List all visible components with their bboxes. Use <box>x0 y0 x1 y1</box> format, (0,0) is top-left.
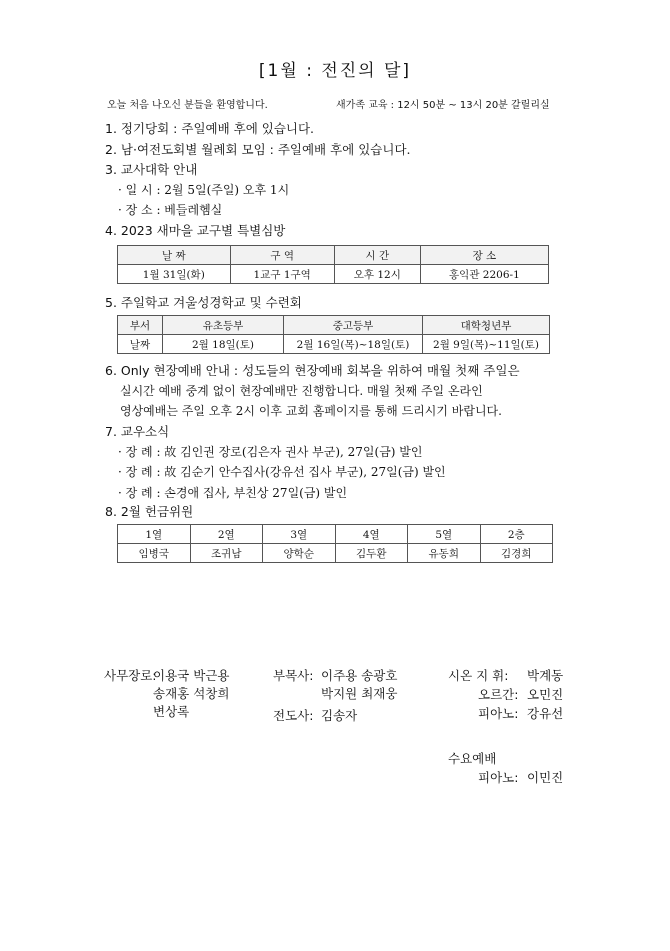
only-line: 영상예배는 주일 오후 2시 이후 교회 홈페이지를 통해 드리시기 바랍니다. <box>120 404 502 418</box>
organ-name: 오민진 <box>527 687 564 702</box>
only-line: 실시간 예배 중계 없이 현장예배만 진행합니다. 매월 첫째 주일 온라인 <box>120 384 483 398</box>
table-cell: 1교구 1구역 <box>230 265 334 284</box>
item-4: 4. 2023 새마을 교구별 특별심방 <box>105 223 286 238</box>
item-8: 8. 2월 헌금위원 <box>105 504 194 519</box>
table-cell: 김경희 <box>480 544 553 563</box>
visit-table <box>117 245 549 284</box>
table-cell: 2월 18일(토) <box>163 335 284 354</box>
table-cell: 날짜 <box>118 335 163 354</box>
piano-name: 강유선 <box>527 706 564 721</box>
table-cell: 조귀남 <box>190 544 263 563</box>
table-cell: 오후 12시 <box>334 265 420 284</box>
table-header: 3열 <box>263 525 336 544</box>
table-cell: 임병국 <box>118 544 191 563</box>
table-cell: 2월 16일(목)~18일(토) <box>284 335 423 354</box>
family-education-text: 새가족 교육 : 12시 50분 ~ 13시 20분 갈릴리실 <box>336 100 550 111</box>
teacher-place: · 장 소 : 베들레헴실 <box>118 203 223 217</box>
offering-table <box>117 524 553 563</box>
table-cell: 양학순 <box>263 544 336 563</box>
wednesday-service-label: 수요예배 <box>448 751 497 766</box>
table-cell: 유동희 <box>408 544 481 563</box>
table-header: 4열 <box>335 525 408 544</box>
table-cell: 1월 31일(화) <box>118 265 231 284</box>
table-header: 5열 <box>408 525 481 544</box>
table-header: 1열 <box>118 525 191 544</box>
office-elder-line: 변상록 <box>153 704 190 719</box>
teacher-date: · 일 시 : 2월 5일(주일) 오후 1시 <box>118 183 290 197</box>
piano-label: 피아노: <box>478 706 519 721</box>
table-header: 날 짜 <box>118 246 231 265</box>
news-line: · 장 례 : 故 김인권 장로(김은자 권사 부군), 27일(금) 발인 <box>118 445 423 459</box>
table-cell: 2월 9일(목)~11일(토) <box>423 335 550 354</box>
choir-conductor-name: 박계동 <box>527 668 564 683</box>
item-3: 3. 교사대학 안내 <box>105 162 198 177</box>
item-5: 5. 주일학교 겨울성경학교 및 수련회 <box>105 295 302 310</box>
school-table <box>117 315 550 354</box>
table-header: 대학청년부 <box>423 316 550 335</box>
news-line: · 장 례 : 손경애 집사, 부친상 27일(금) 발인 <box>118 486 348 500</box>
table-header: 시 간 <box>334 246 420 265</box>
choir-conductor-label: 시온 지 휘: <box>448 668 509 683</box>
evangelist-name: 김송자 <box>321 708 358 723</box>
table-header: 부서 <box>118 316 163 335</box>
news-line: · 장 례 : 故 김순기 안수집사(강유선 집사 부군), 27일(금) 발인 <box>118 465 446 479</box>
organ-label: 오르간: <box>478 687 519 702</box>
table-cell: 홍익관 2206-1 <box>420 265 548 284</box>
table-header: 유초등부 <box>163 316 284 335</box>
table-header: 2열 <box>190 525 263 544</box>
wednesday-piano-label: 피아노: <box>478 770 519 785</box>
evangelist-label: 전도사: <box>273 708 314 723</box>
office-elder-label: 사무장로: <box>104 668 157 683</box>
table-header: 장 소 <box>420 246 548 265</box>
associate-pastor-line: 이주용 송광호 <box>321 668 398 683</box>
table-header: 2층 <box>480 525 553 544</box>
office-elder-line: 송재홍 석창희 <box>153 686 230 701</box>
item-7: 7. 교우소식 <box>105 424 170 439</box>
welcome-text: 오늘 처음 나오신 분들을 환영합니다. <box>107 100 268 111</box>
table-header: 구 역 <box>230 246 334 265</box>
table-cell: 김두환 <box>335 544 408 563</box>
item-1: 1. 정기당회 : 주일예배 후에 있습니다. <box>105 121 315 136</box>
item-2: 2. 남·여전도회별 월례회 모임 : 주일예배 후에 있습니다. <box>105 142 411 157</box>
table-header: 중고등부 <box>284 316 423 335</box>
item-6: 6. Only 현장예배 안내 : 성도들의 현장예배 회복을 위하여 매월 첫째 주일은 <box>105 363 520 378</box>
office-elder-line: 이용국 박근용 <box>153 668 230 683</box>
associate-pastor-label: 부목사: <box>273 668 314 683</box>
page-title: [1월 : 전진의 달] <box>258 61 412 81</box>
wednesday-piano-name: 이민진 <box>527 770 564 785</box>
associate-pastor-line: 박지원 최재웅 <box>321 686 398 701</box>
